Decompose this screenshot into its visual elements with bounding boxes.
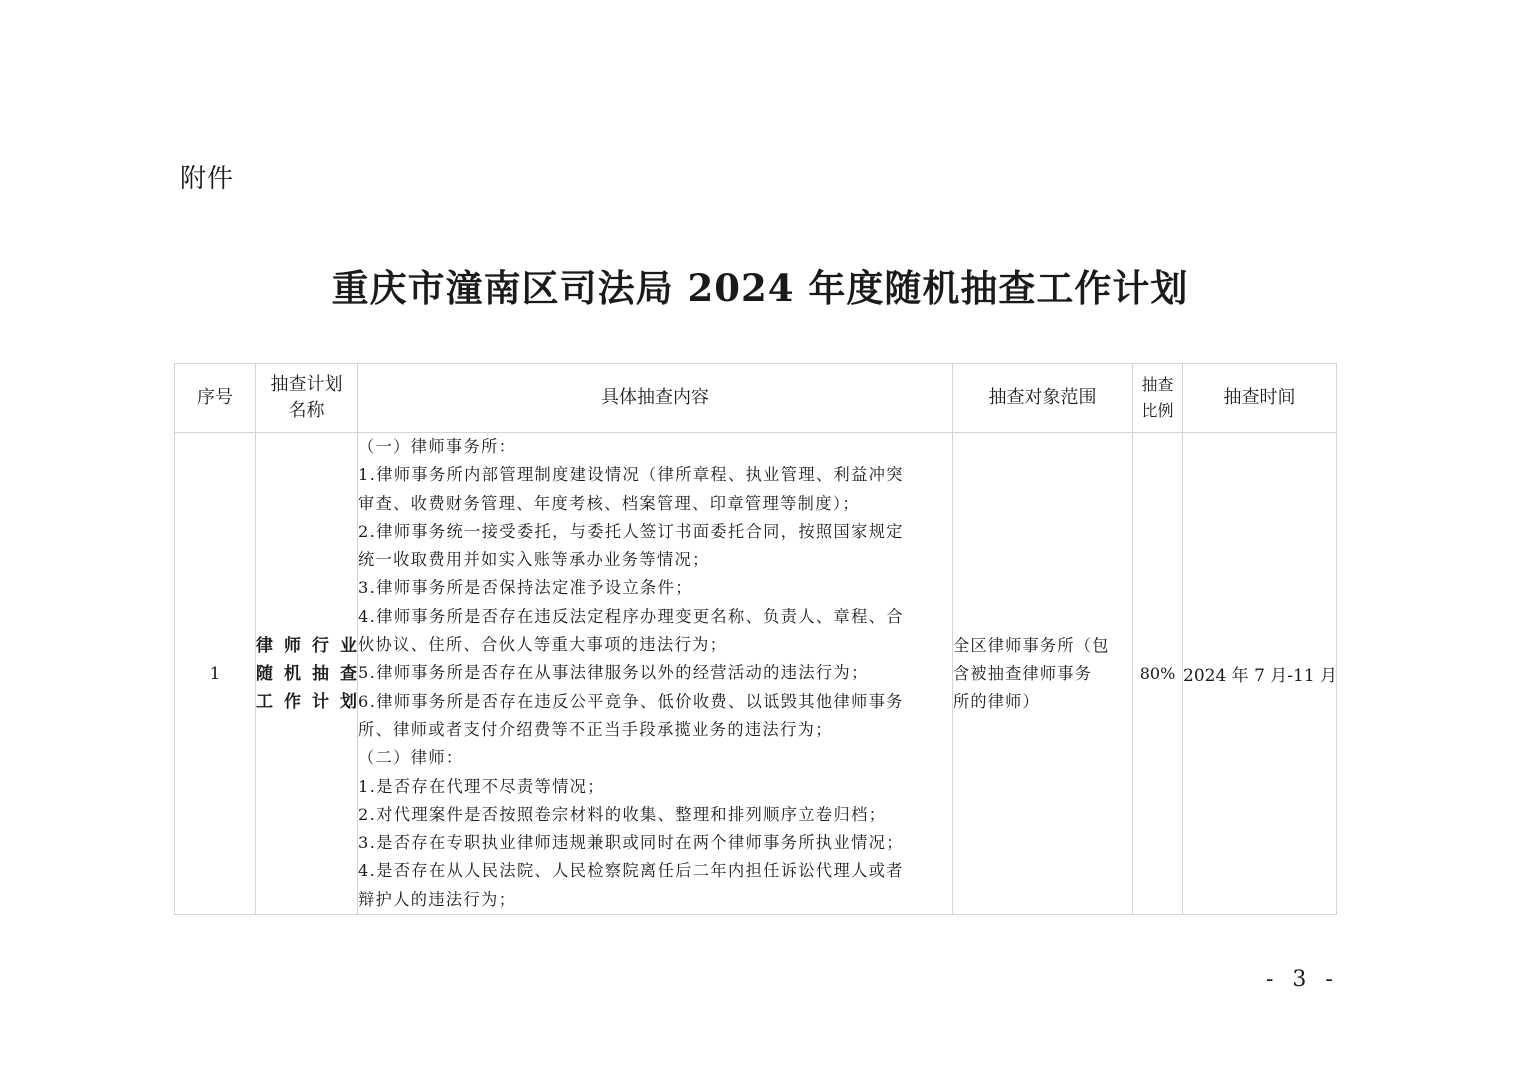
content-line: 2.对代理案件是否按照卷宗材料的收集、整理和排列顺序立卷归档； <box>358 804 887 824</box>
column-header-ratio <box>1133 364 1183 433</box>
plan-name-line: 工作计划 <box>256 691 357 712</box>
scope-line: 所的律师） <box>953 691 1040 711</box>
content-line: 统一收取费用并如实入账等承办业务等情况； <box>358 550 710 570</box>
cell-time: 2024 年 7 月-11 月 <box>1183 433 1337 915</box>
content-line: 3.是否存在专职执业律师违规兼职或同时在两个律师事务所执业情况； <box>358 833 904 853</box>
scope-line: 全区律师事务所（包 <box>953 635 1110 655</box>
column-header-plan-name-line: 名称 <box>288 400 325 421</box>
plan-name-line: 律师行业 <box>256 635 357 656</box>
content-line: 2.律师事务统一接受委托，与委托人签订书面委托合同，按照国家规定 <box>358 521 904 541</box>
cell-ratio: 80% <box>1133 433 1183 915</box>
attachment-label: 附件 <box>180 164 235 194</box>
content-line: 审查、收费财务管理、年度考核、档案管理、印章管理等制度）； <box>358 493 860 513</box>
content-line: （一）律师事务所： <box>358 437 517 456</box>
content-line: 5.律师事务所是否存在从事法律服务以外的经营活动的违法行为； <box>358 663 869 683</box>
table-header-row <box>175 364 1337 433</box>
column-header-ratio-line: 比例 <box>1141 401 1174 420</box>
column-header-content: 具体抽查内容 <box>358 364 953 433</box>
scope-line: 含被抽查律师事务 <box>953 663 1093 683</box>
column-header-plan-name-line: 抽查计划 <box>270 374 343 395</box>
content-line: 伙协议、住所、合伙人等重大事项的违法行为； <box>358 635 728 655</box>
cell-content <box>358 433 953 915</box>
cell-scope <box>953 433 1133 915</box>
content-line: 3.律师事务所是否保持法定准予设立条件； <box>358 578 693 598</box>
column-header-ratio-line: 抽查 <box>1141 375 1174 394</box>
column-header-plan-name <box>256 364 358 433</box>
column-header-scope: 抽查对象范围 <box>953 364 1133 433</box>
column-header-time: 抽查时间 <box>1183 364 1337 433</box>
content-line: （二）律师： <box>358 748 464 768</box>
cell-plan-name <box>256 433 358 915</box>
inspection-plan-table <box>174 363 1337 915</box>
content-line: 6.律师事务所是否存在违反公平竞争、低价收费、以诋毁其他律师事务 <box>358 691 904 711</box>
content-line: 所、律师或者支付介绍费等不正当手段承揽业务的违法行为； <box>358 719 833 739</box>
content-line: 1.律师事务所内部管理制度建设情况（律所章程、执业管理、利益冲突 <box>358 465 904 485</box>
page-number: - 3 - <box>1266 967 1339 992</box>
cell-seq: 1 <box>175 433 256 915</box>
document-title: 重庆市潼南区司法局 2024 年度随机抽查工作计划 <box>331 266 1189 310</box>
column-header-seq: 序号 <box>175 364 256 433</box>
table-row <box>175 433 1337 915</box>
plan-name-line: 随机抽查 <box>256 663 357 684</box>
content-line: 4.律师事务所是否存在违反法定程序办理变更名称、负责人、章程、合 <box>358 606 904 626</box>
content-line: 1.是否存在代理不尽责等情况； <box>358 776 605 796</box>
content-line: 4.是否存在从人民法院、人民检察院离任后二年内担任诉讼代理人或者 <box>358 861 904 881</box>
content-line: 辩护人的违法行为； <box>358 889 517 909</box>
